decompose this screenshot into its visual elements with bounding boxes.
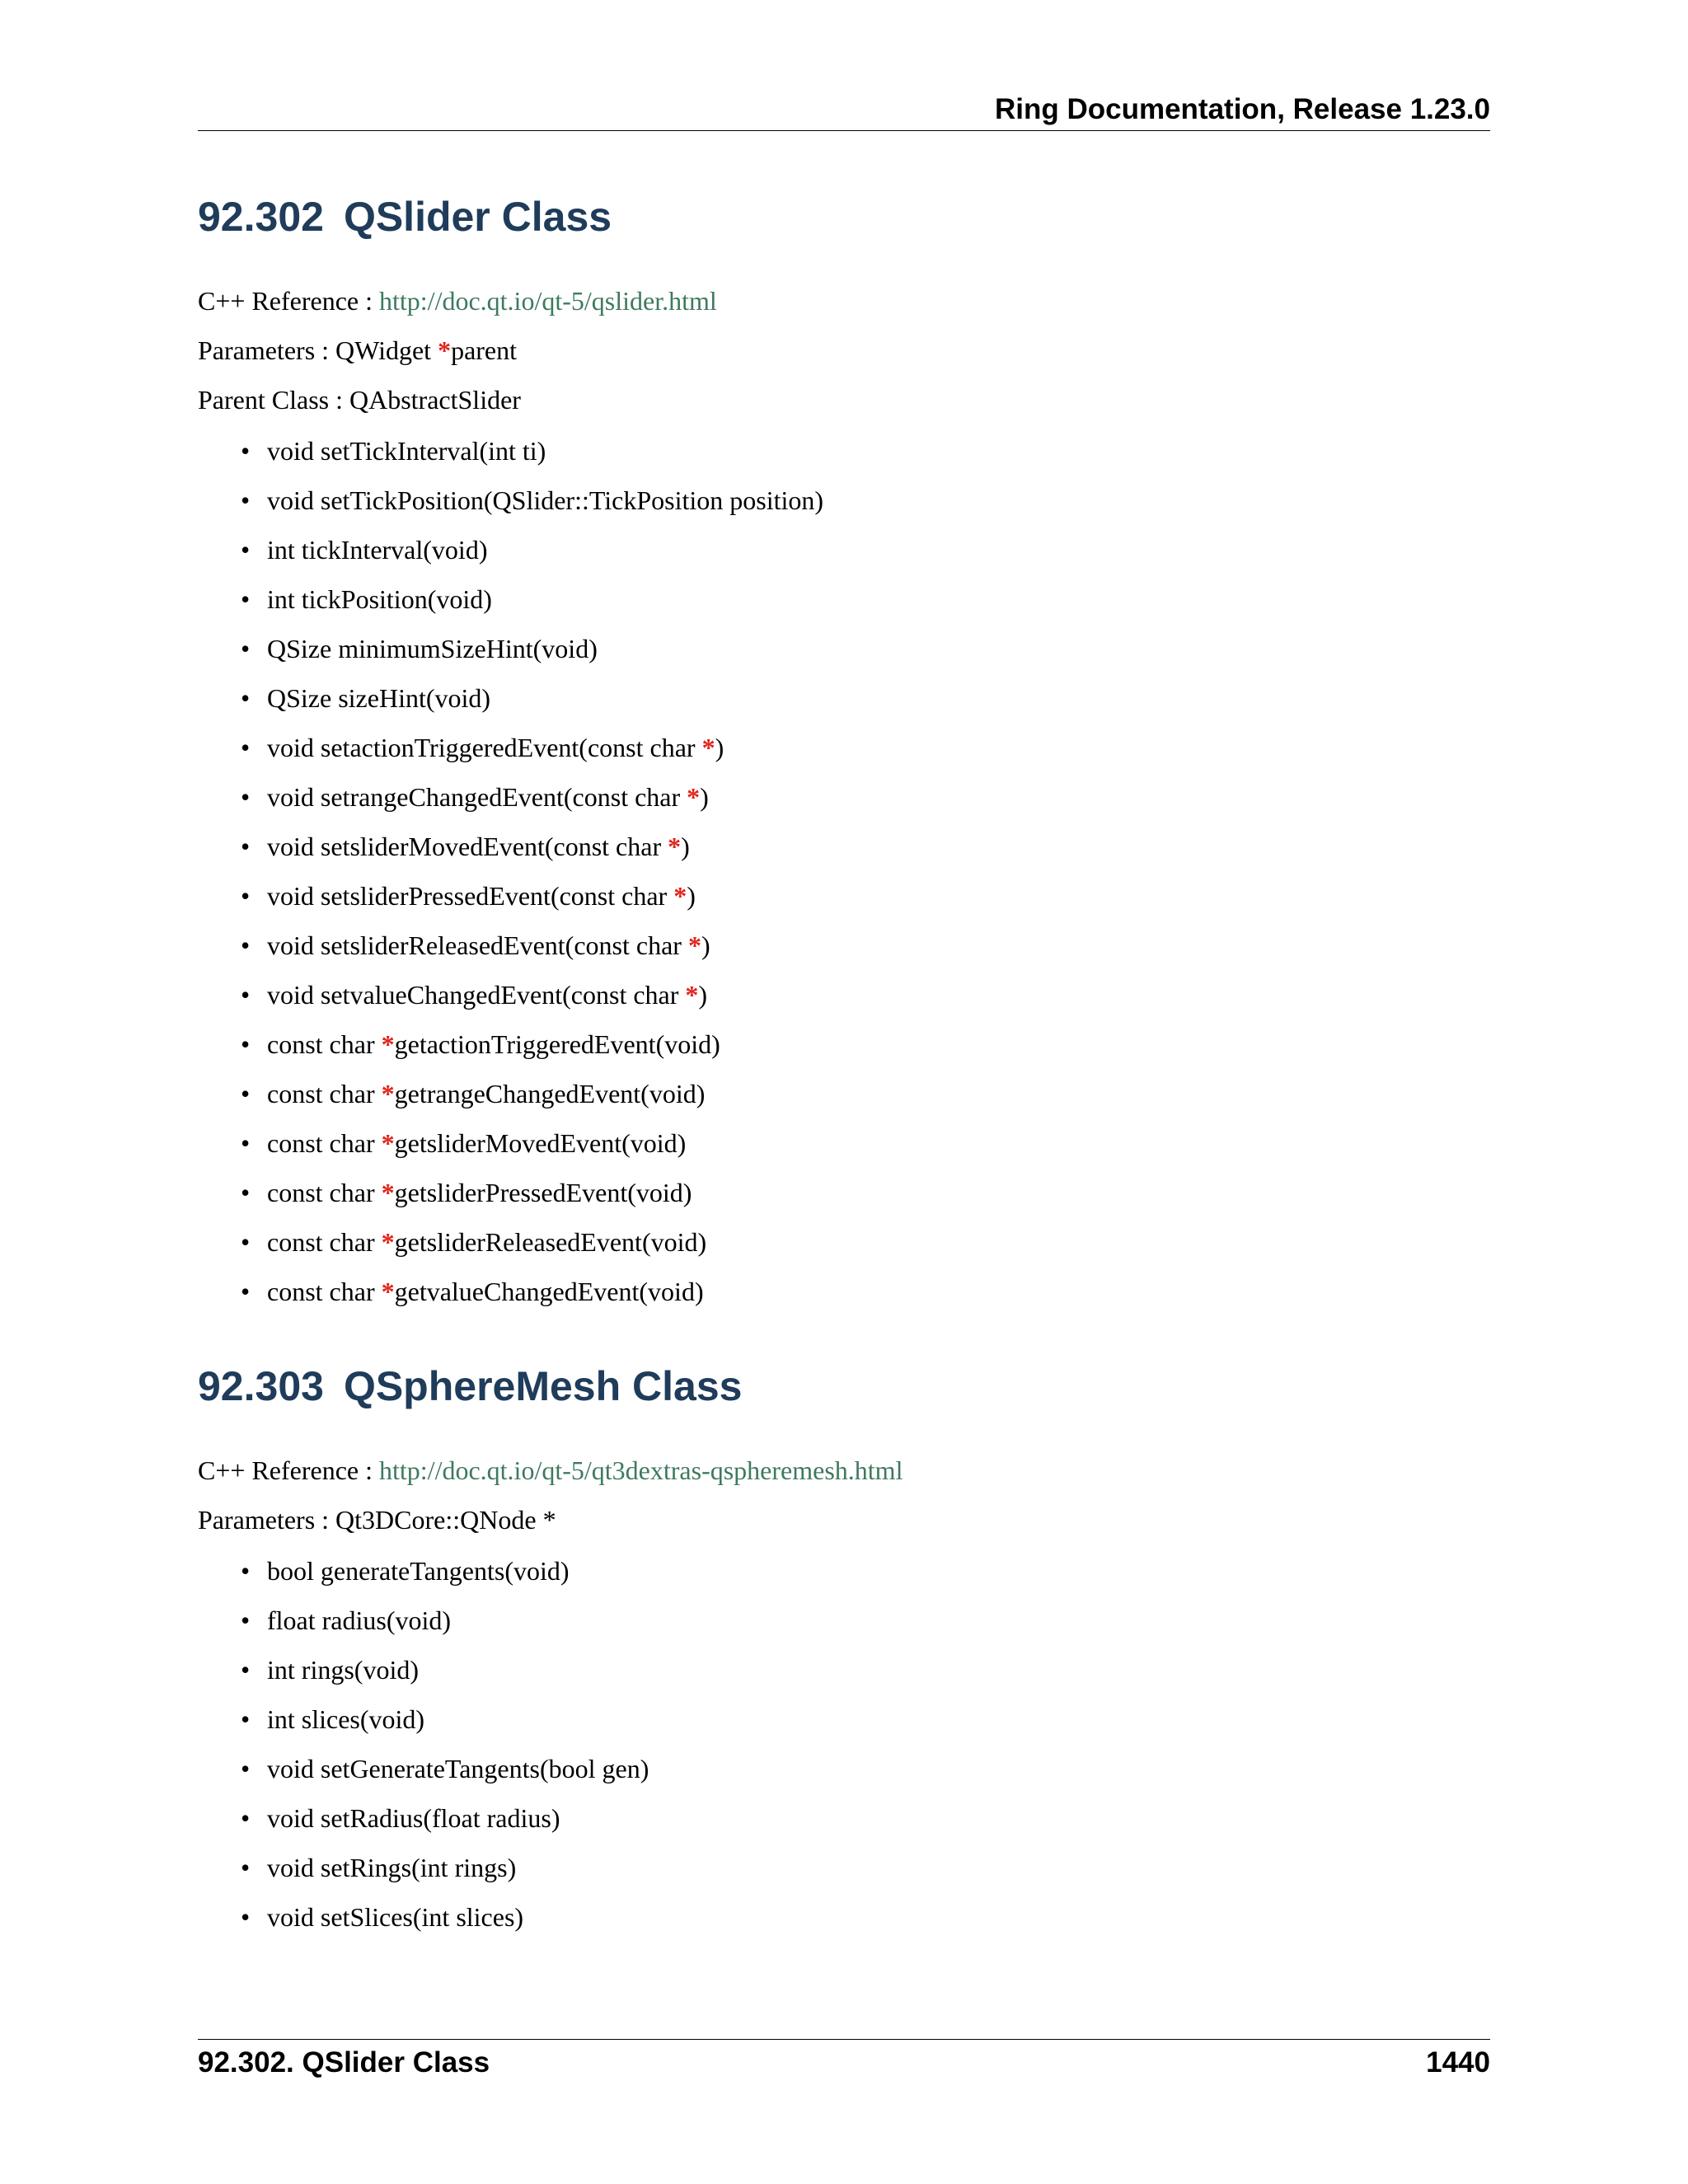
method-item <box>198 673 823 723</box>
bullet-icon: • <box>241 1128 251 1158</box>
pointer-star: * <box>687 930 701 960</box>
method-item <box>198 1694 649 1744</box>
method-item <box>198 1546 649 1596</box>
method-item <box>198 1892 649 1942</box>
method-text: const char <box>267 1128 382 1158</box>
method-text-suffix: getsliderMovedEvent(void) <box>394 1128 687 1158</box>
bullet-icon: • <box>241 930 251 960</box>
method-item <box>198 525 823 574</box>
bullet-icon: • <box>241 584 251 614</box>
bullet-icon: • <box>241 1754 251 1783</box>
method-text: const char <box>267 1029 382 1059</box>
bullet-icon: • <box>241 1227 251 1257</box>
method-item <box>198 723 823 772</box>
pointer-star: * <box>381 1178 395 1207</box>
parent-class-line <box>198 382 521 418</box>
method-item <box>198 1596 649 1645</box>
method-text-suffix: ) <box>701 930 710 960</box>
method-list-qspheremesh <box>198 1546 649 1942</box>
method-text: void setSlices(int slices) <box>267 1902 524 1932</box>
method-item <box>198 1267 823 1316</box>
pointer-star: * <box>701 733 715 762</box>
bullet-icon: • <box>241 535 251 565</box>
method-text: const char <box>267 1277 382 1306</box>
bullet-icon: • <box>241 634 251 663</box>
pointer-star: * <box>381 1227 395 1257</box>
parameters-name: parent <box>451 335 518 365</box>
pointer-star: * <box>381 1079 395 1108</box>
method-text: const char <box>267 1178 382 1207</box>
bullet-icon: • <box>241 733 251 762</box>
method-text-suffix: getsliderPressedEvent(void) <box>394 1178 692 1207</box>
section-number: 92.303 <box>198 1363 324 1409</box>
method-text-suffix: ) <box>715 733 724 762</box>
method-text: const char <box>267 1227 382 1257</box>
bullet-icon: • <box>241 1556 251 1586</box>
reference-label: C++ Reference : <box>198 286 373 316</box>
method-text: void setsliderMovedEvent(const char <box>267 832 668 861</box>
method-text: int slices(void) <box>267 1704 425 1734</box>
method-text: void setvalueChangedEvent(const char <box>267 980 686 1010</box>
method-item <box>198 1019 823 1069</box>
method-text: void setsliderReleasedEvent(const char <box>267 930 688 960</box>
parent-class-value: QAbstractSlider <box>349 385 521 415</box>
method-text: int tickPosition(void) <box>267 584 492 614</box>
method-text-suffix: getactionTriggeredEvent(void) <box>394 1029 720 1059</box>
method-text: void setRings(int rings) <box>267 1853 517 1882</box>
parameters-type: QWidget <box>335 335 432 365</box>
cpp-reference-line <box>198 1452 903 1488</box>
method-text: QSize sizeHint(void) <box>267 683 491 713</box>
method-text: int rings(void) <box>267 1655 419 1685</box>
section-heading-qspheremesh <box>198 1357 742 1415</box>
method-text: QSize minimumSizeHint(void) <box>267 634 598 663</box>
method-item <box>198 822 823 871</box>
reference-link[interactable]: http://doc.qt.io/qt-5/qt3dextras-qspheremesh.html <box>379 1455 903 1485</box>
method-text-suffix: getvalueChangedEvent(void) <box>394 1277 704 1306</box>
method-item <box>198 970 823 1019</box>
pointer-star: * <box>381 1277 395 1306</box>
method-item <box>198 1793 649 1843</box>
reference-label: C++ Reference : <box>198 1455 373 1485</box>
parameters-label: Parameters : <box>198 335 330 365</box>
bullet-icon: • <box>241 1853 251 1882</box>
pointer-star: * <box>685 980 699 1010</box>
bullet-icon: • <box>241 980 251 1010</box>
method-item <box>198 1744 649 1793</box>
method-text: void setTickPosition(QSlider::TickPosition position) <box>267 485 824 515</box>
bullet-icon: • <box>241 485 251 515</box>
pointer-star: * <box>673 881 687 911</box>
method-text-suffix: ) <box>700 782 709 812</box>
section-title-text: QSlider Class <box>343 194 612 240</box>
method-text-suffix: getrangeChangedEvent(void) <box>394 1079 706 1108</box>
method-item <box>198 1168 823 1217</box>
pointer-star: * <box>687 782 701 812</box>
method-item <box>198 426 823 476</box>
method-text: void setsliderPressedEvent(const char <box>267 881 674 911</box>
method-item <box>198 476 823 525</box>
method-text: const char <box>267 1079 382 1108</box>
method-text: void setGenerateTangents(bool gen) <box>267 1754 649 1783</box>
method-item <box>198 772 823 822</box>
pointer-star: * <box>668 832 682 861</box>
bullet-icon: • <box>241 436 251 466</box>
section-number: 92.302 <box>198 194 324 240</box>
pointer-star: * <box>381 1128 395 1158</box>
running-header: Ring Documentation, Release 1.23.0 <box>994 93 1490 125</box>
pointer-star: * <box>438 335 452 365</box>
page-number: 1440 <box>1426 2046 1490 2079</box>
parameters-line <box>198 1502 556 1538</box>
method-text-suffix: ) <box>681 832 690 861</box>
method-list-qslider <box>198 426 823 1316</box>
header-divider <box>198 130 1490 131</box>
method-item <box>198 1645 649 1694</box>
section-heading-qslider <box>198 188 612 246</box>
method-text-suffix: getsliderReleasedEvent(void) <box>394 1227 707 1257</box>
method-text-suffix: ) <box>698 980 708 1010</box>
method-text: void setRadius(float radius) <box>267 1803 560 1833</box>
method-item <box>198 1843 649 1892</box>
parent-class-label: Parent Class : <box>198 385 343 415</box>
footer-divider <box>198 2039 1490 2040</box>
bullet-icon: • <box>241 881 251 911</box>
method-text: float radius(void) <box>267 1605 452 1635</box>
method-item <box>198 574 823 624</box>
method-item <box>198 921 823 970</box>
method-item <box>198 1217 823 1267</box>
bullet-icon: • <box>241 1605 251 1635</box>
method-item <box>198 624 823 673</box>
footer-section-label: 92.302. QSlider Class <box>198 2046 490 2079</box>
bullet-icon: • <box>241 1029 251 1059</box>
reference-link[interactable]: http://doc.qt.io/qt-5/qslider.html <box>379 286 717 316</box>
method-text: void setrangeChangedEvent(const char <box>267 782 687 812</box>
bullet-icon: • <box>241 1902 251 1932</box>
bullet-icon: • <box>241 1704 251 1734</box>
method-text-suffix: ) <box>687 881 696 911</box>
bullet-icon: • <box>241 1277 251 1306</box>
method-text: int tickInterval(void) <box>267 535 488 565</box>
method-item <box>198 871 823 921</box>
bullet-icon: • <box>241 683 251 713</box>
parameters-line <box>198 332 517 368</box>
section-title-text: QSphereMesh Class <box>343 1363 743 1409</box>
pointer-star: * <box>381 1029 395 1059</box>
bullet-icon: • <box>241 1655 251 1685</box>
method-text: bool generateTangents(void) <box>267 1556 570 1586</box>
bullet-icon: • <box>241 782 251 812</box>
method-text: void setTickInterval(int ti) <box>267 436 546 466</box>
parameters-label: Parameters : <box>198 1505 330 1535</box>
bullet-icon: • <box>241 1803 251 1833</box>
bullet-icon: • <box>241 1079 251 1108</box>
method-item <box>198 1069 823 1118</box>
method-text: void setactionTriggeredEvent(const char <box>267 733 702 762</box>
cpp-reference-line <box>198 283 717 319</box>
bullet-icon: • <box>241 1178 251 1207</box>
parameters-value: Qt3DCore::QNode * <box>335 1505 556 1535</box>
bullet-icon: • <box>241 832 251 861</box>
method-item <box>198 1118 823 1168</box>
